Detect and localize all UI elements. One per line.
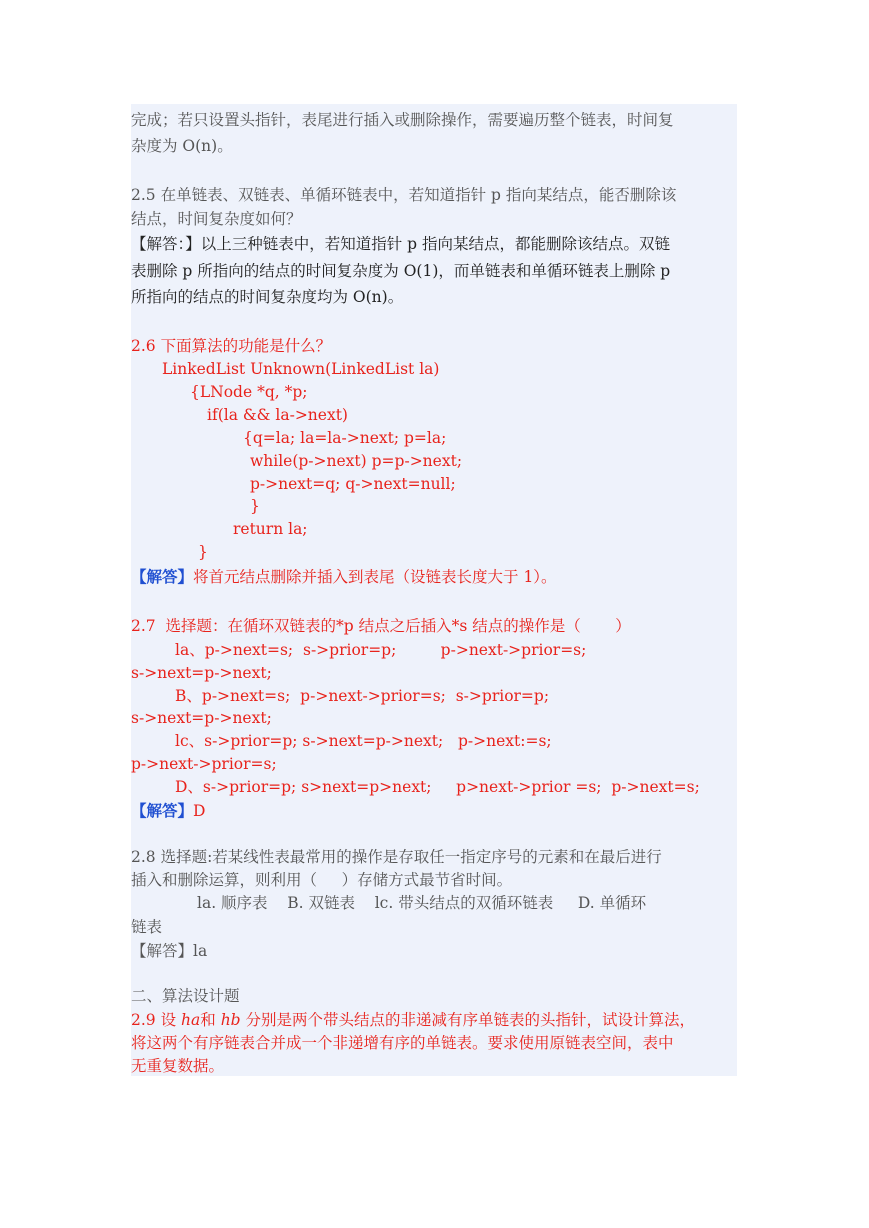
q29-ha: ha (181, 1011, 201, 1029)
question-2-6: 2.6 下面算法的功能是什么？ (131, 337, 332, 355)
option-line: 链表 (131, 918, 163, 936)
question-2-9 (131, 1010, 695, 1030)
answer-2-5: 【解答：】以上三种链表中，若知道指针 p 指向某结点，都能删除该结点。双链 (131, 235, 671, 253)
option-line: lc、s->prior=p; s->next=p->next; p->next:=s; (175, 732, 552, 750)
code-line: {q=la; la=la->next; p=la; (243, 429, 447, 447)
q29-post: 分别是两个带头结点的非递减有序单链表的头指针，试设计算法， (240, 1011, 696, 1029)
text-line: 完成；若只设置头指针，表尾进行插入或删除操作，需要遍历整个链表，时间复 (131, 111, 674, 129)
answer-tag: 【解答】 (131, 801, 194, 820)
answer-2-8: 【解答】la (131, 942, 208, 960)
answer-2-7 (131, 801, 205, 821)
q29-mid: 和 (200, 1011, 221, 1029)
code-line: while(p->next) p=p->next; (250, 452, 463, 470)
question-2-9: 无重复数据。 (131, 1057, 225, 1075)
option-line: B、p->next=s; p->next->prior=s; s->prior=p; (175, 687, 550, 705)
option-line: la. 顺序表 B. 双链表 lc. 带头结点的双循环链表 D. 单循环 (197, 894, 647, 912)
answer-2-6 (131, 567, 557, 587)
code-line: } (250, 497, 260, 515)
section-heading: 二、算法设计题 (131, 987, 240, 1005)
option-line: la、p->next=s; s->prior=p; p->next->prior=s; (175, 641, 587, 659)
question-2-5: 结点，时间复杂度如何？ (131, 210, 302, 228)
answer-text: D (193, 802, 206, 820)
option-line: D、s->prior=p; s>next=p>next; p>next->prior =s; p->next=s; (175, 778, 700, 796)
code-line: if(la && la->next) (207, 406, 348, 424)
answer-tag: 【解答】 (131, 567, 194, 586)
answer-2-5: 所指向的结点的时间复杂度均为 O(n)。 (131, 288, 404, 306)
question-2-9: 将这两个有序链表合并成一个非递增有序的单链表。要求使用原链表空间，表中 (131, 1034, 674, 1052)
answer-text: 将首元结点删除并插入到表尾（设链表长度大于 1）。 (193, 568, 557, 586)
code-line: p->next=q; q->next=null; (250, 475, 456, 493)
question-2-7: 2.7 选择题：在循环双链表的*p 结点之后插入*s 结点的操作是（ ） (131, 617, 631, 635)
answer-2-5: 表删除 p 所指向的结点的时间复杂度为 O(1)，而单链表和单循环链表上删除 p (131, 262, 671, 280)
option-line: p->next->prior=s; (131, 755, 277, 773)
q29-hb: hb (220, 1011, 241, 1029)
text-line: 杂度为 O(n)。 (131, 137, 233, 155)
q29-prefix: 2.9 设 (131, 1011, 182, 1029)
code-line: {LNode *q, *p; (190, 383, 308, 401)
question-2-8: 2.8 选择题:若某线性表最常用的操作是存取任一指定序号的元素和在最后进行 (131, 848, 662, 866)
option-line: s->next=p->next; (131, 664, 272, 682)
code-line: return la; (233, 520, 308, 538)
option-line: s->next=p->next; (131, 709, 272, 727)
code-line: } (198, 543, 208, 561)
code-line: LinkedList Unknown(LinkedList la) (162, 360, 440, 378)
question-2-5: 2.5 在单链表、双链表、单循环链表中，若知道指针 p 指向某结点，能否删除该 (131, 186, 677, 204)
question-2-8: 插入和删除运算，则利用（ ）存储方式最节省时间。 (131, 871, 513, 889)
